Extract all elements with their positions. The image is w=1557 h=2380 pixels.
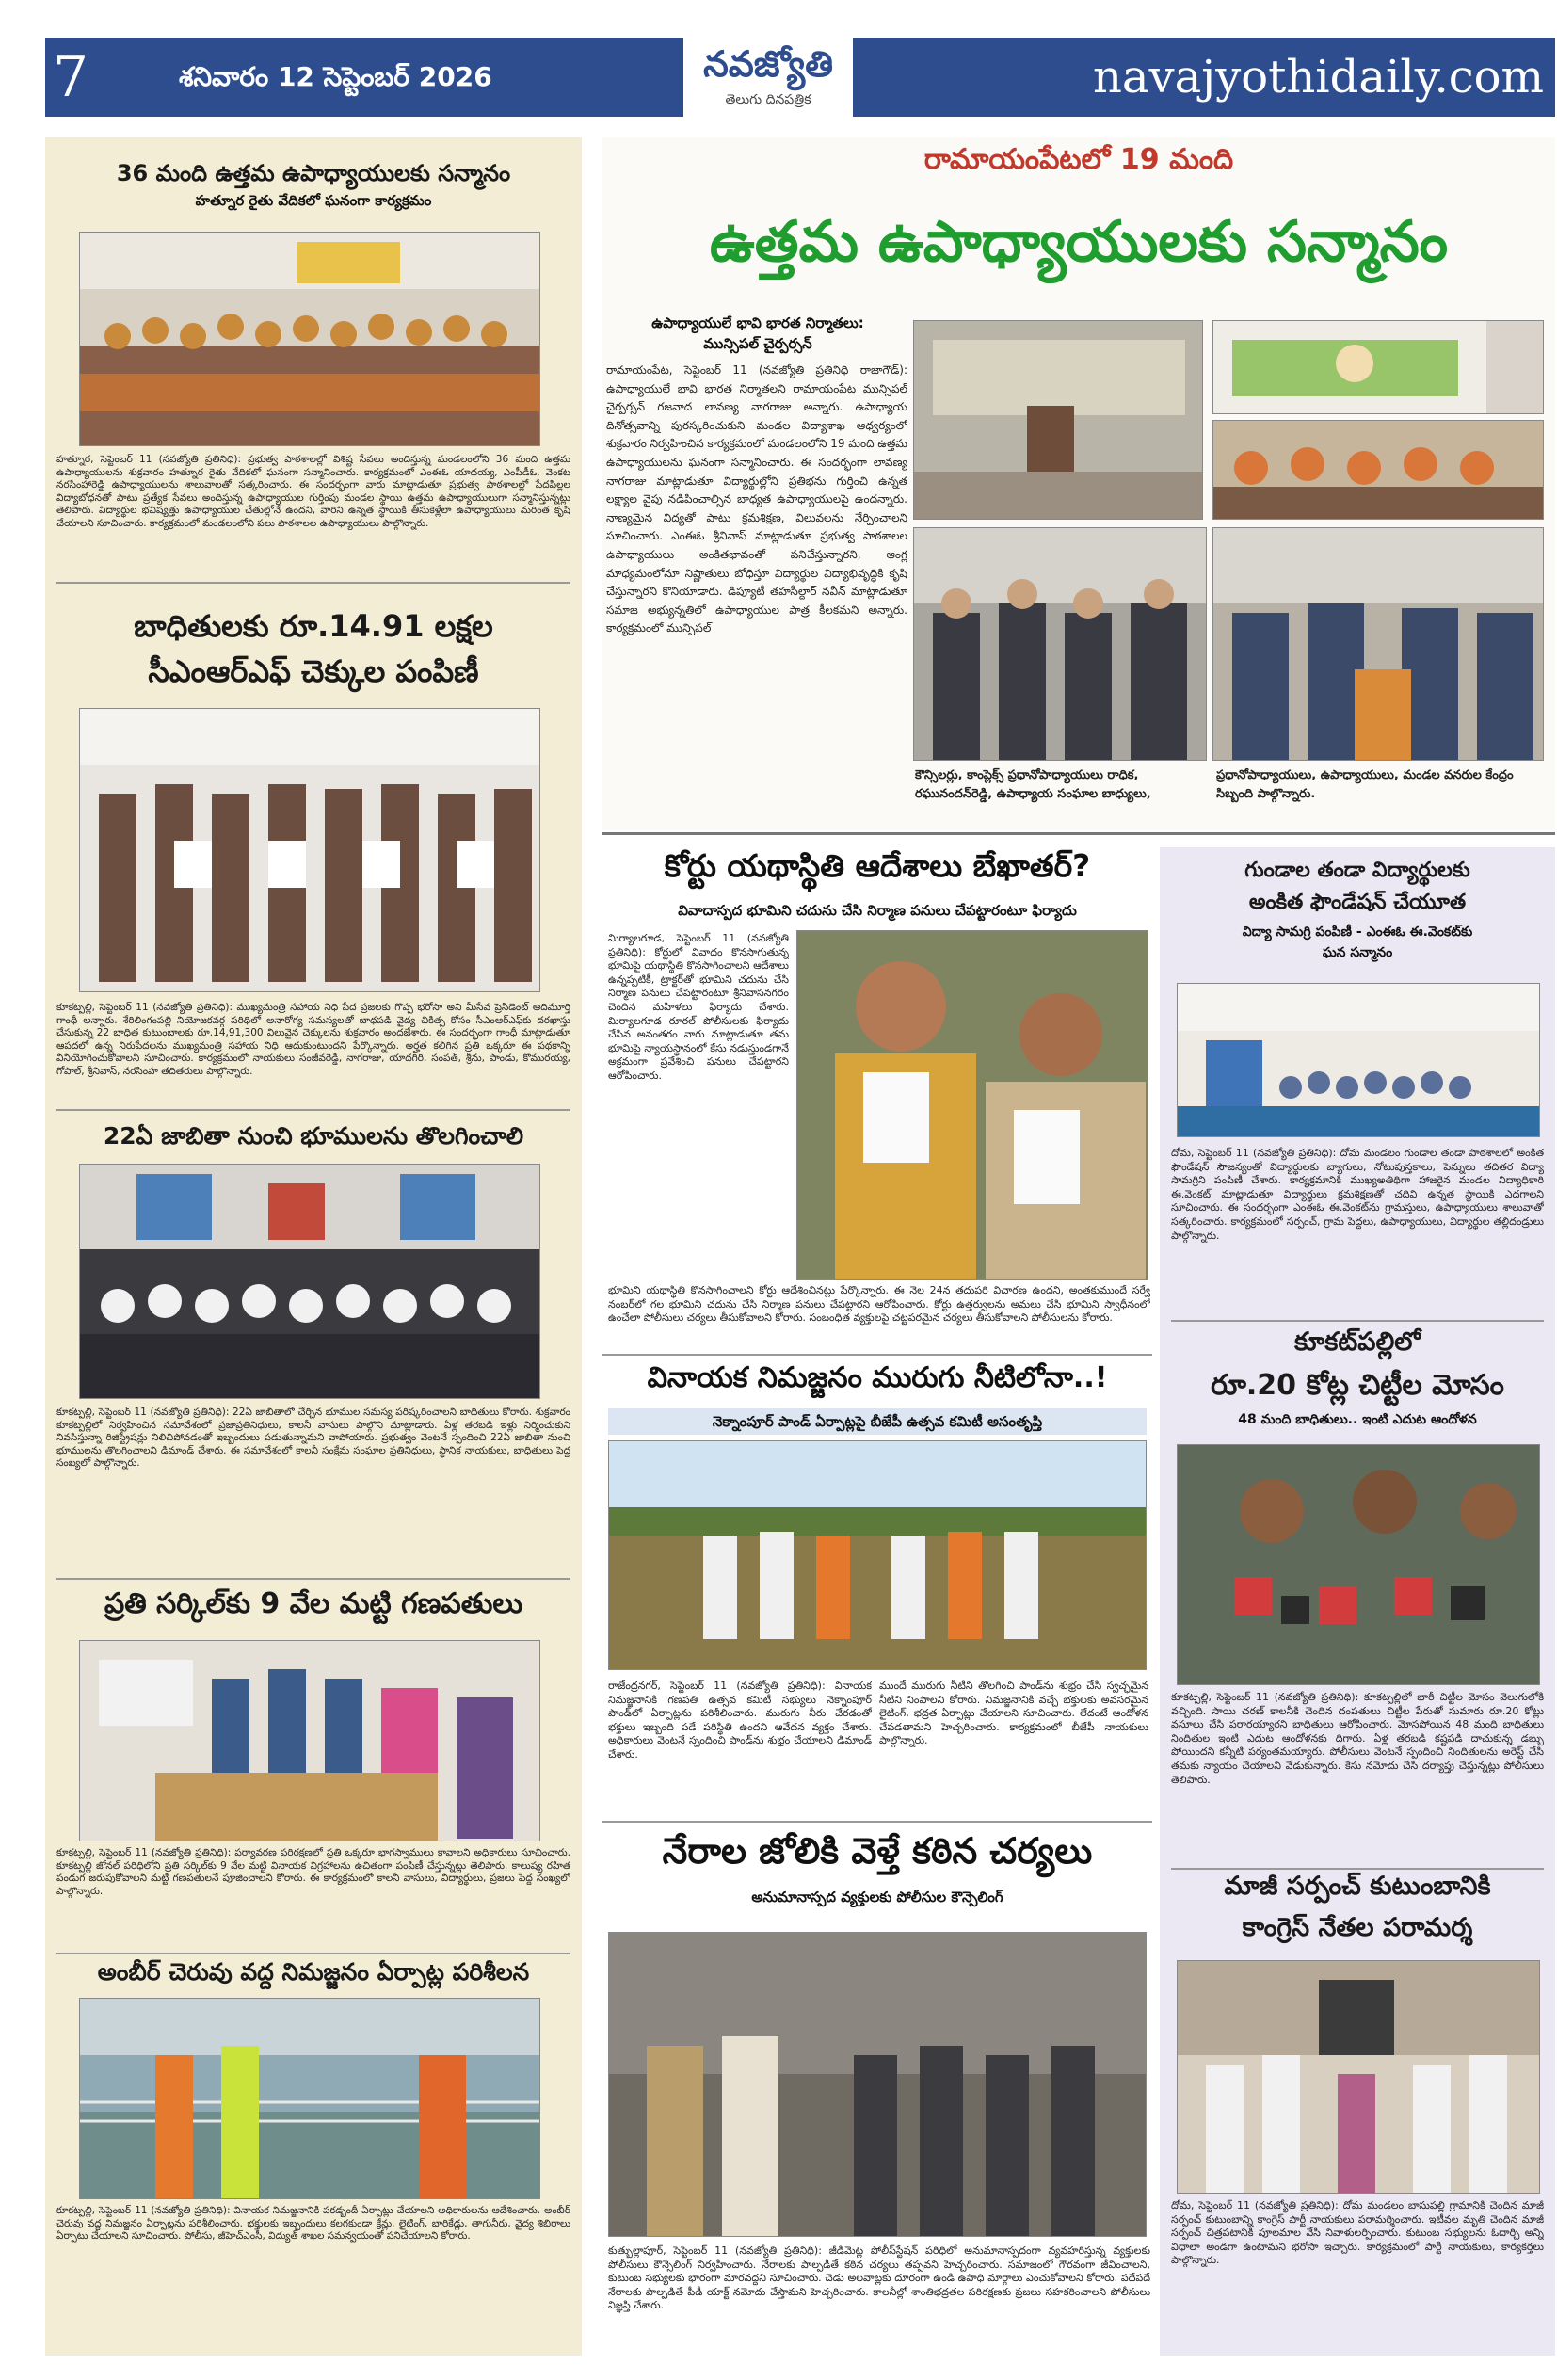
newspaper-logo xyxy=(683,38,853,117)
news-photo-officials xyxy=(913,527,1207,761)
story-title: బాధితులకు రూ.14.91 లక్షల xyxy=(134,608,493,644)
story-title: ప్రతి సర్కిల్‌కు 9 వేల మట్టి గణపతులు xyxy=(104,1587,523,1620)
news-photo-condolence-visit xyxy=(1177,1960,1540,2194)
story-subtitle: 48 మంది బాధితులు.. ఇంటి ఎదుట ఆందోళన xyxy=(1238,1412,1477,1427)
divider xyxy=(56,1578,570,1580)
news-photo-teacher-shawl xyxy=(1212,527,1544,761)
news-photo-stage xyxy=(913,320,1203,520)
news-photo-pond-inspection xyxy=(608,1440,1147,1670)
divider xyxy=(56,1109,570,1111)
divider xyxy=(1171,1868,1544,1870)
news-photo-lake-inspection xyxy=(79,1998,540,2199)
news-photo-meeting-hall xyxy=(79,1164,540,1399)
story-title: గుండాల తండా విద్యార్థులకు xyxy=(1244,859,1470,882)
story-body: హత్నూర, సెప్టెంబర్ 11 (నవజ్యోతి ప్రతినిధి): ప్రభుత్వ పాఠశాలల్లో విశిష్ట సేవలు అందిస్తున్న మండలంలోని 36 మంది ఉత్తమ ఉపాధ్యాయులను శుక్రవారం హత్నూర రైతు వేదికలో ఘనంగా సన్మానించారు. కార్యక్రమంలో ఎంఈఓ యాదయ్య, ఎంపీడీఓ, వెంకట నరసింహారెడ్డి ఉపాధ్యాయులను శాలువాలతో సత్కరించారు. ఈ సందర్భంగా వారు మాట్లాడుతూ ప్రభుత్వ పాఠశాలల్లో పేదపిల్లల విద్యాబోధనతో పాటు ప్రత్యేక సేవలు అందిస్తున్న ఉపాధ్యాయుల గుర్తింపు మండల స్థాయి ఉత్తమ ఉపాధ్యాయులుగా సన్మానిస్తున్నట్లు తెలిపారు. విద్యార్థుల భవిష్యత్తు ఉపాధ్యాయుల చేతుల్లోనే ఉందని, వారిని ఉన్నత స్థాయికి తీసుకెళ్లేలా ఉపాధ్యాయులు మరింత కృషి చేయాలని సూచించారు. కార్యక్రమంలో మండలంలోని పలు పాఠశాలల ఉపాధ్యాయులు పాల్గొన్నారు. xyxy=(56,454,570,529)
story-title: కోర్టు యథాస్థితి ఆదేశాలు బేఖాతర్? xyxy=(664,847,1091,884)
story-body: ముందే మురుగు నీటిని తొలగించి పాండ్‌ను శుభ్రం చేసి స్వచ్ఛమైన నీటిని నింపాలని కోరారు. నిమజ్జనానికి వచ్చే భక్తులకు అవసరమైన లైటింగ్, భద్రత ఏర్పాట్లు చేయాలని సూచించారు. లేదంటే ఆందోళన చేపడతామని హెచ్చరించారు. కార్యక్రమంలో బీజేపీ నాయకులు పాల్గొన్నారు. xyxy=(879,1680,1148,1747)
lead-headline: ఉత్తమ ఉపాధ్యాయులకు సన్మానం xyxy=(709,209,1449,275)
story-subtitle: నెక్నాంపూర్ పాండ్ ఏర్పాట్లపై బీజేపీ ఉత్సవ కమిటీ అసంతృప్తి xyxy=(608,1408,1147,1435)
divider xyxy=(602,1354,1152,1356)
story-title: అంకిత ఫౌండేషన్ చేయూత xyxy=(1248,891,1467,914)
story-title: అంబీర్ చెరువు వద్ద నిమజ్జనం ఏర్పాట్ల పరిశీలన xyxy=(97,1958,530,1986)
story-body: కూకట్పల్లి, సెప్టెంబర్ 11 (నవజ్యోతి ప్రతినిధి): 22ఏ జాబితాలో చేర్చిన భూముల సమస్య పరిష్కరించాలని బాధితులు కోరారు. శుక్రవారం కూకట్పల్లిలో నిర్వహించిన సమావేశంలో ప్రజాప్రతినిధులు, కాలనీ వాసులు పాల్గొని మాట్లాడారు. ఏళ్ల తరబడి ఇళ్లు నిర్మించుకుని నివసిస్తున్నా రిజిస్ట్రేషన్లు నిలిచిపోవడంతో ఇబ్బందులు పడుతున్నామని వాపోయారు. ప్రభుత్వం వెంటనే స్పందించి 22ఏ జాబితా నుంచి భూములను తొలగించాలని డిమాండ్ చేశారు. ఈ సమావేశంలో కాలనీ సంక్షేమ సంఘాల ప్రతినిధులు, స్థానిక నాయకులు, బాధితులు పెద్ద సంఖ్యలో పాల్గొన్నారు. xyxy=(56,1407,570,1470)
story-body: కూకట్పల్లి, సెప్టెంబర్ 11 (నవజ్యోతి ప్రతినిధి): పర్యావరణ పరిరక్షణలో ప్రతి ఒక్కరూ భాగస్వాములు కావాలని అధికారులు సూచించారు. కూకట్పల్లి జోనల్ పరిధిలోని ప్రతి సర్కిల్‌కు 9 వేల మట్టి వినాయక విగ్రహాలను ఉచితంగా పంపిణీ చేస్తున్నట్లు తెలిపారు. కాలుష్య రహిత పండుగ జరుపుకోవాలని మట్టి గణపతులనే పూజించాలని కోరారు. ఈ కార్యక్రమంలో కాలనీ వాసులు, విద్యార్థులు, ప్రజలు పెద్ద సంఖ్యలో పాల్గొన్నారు. xyxy=(56,1847,570,1897)
story-body: కూకట్పల్లి, సెప్టెంబర్ 11 (నవజ్యోతి ప్రతినిధి): కూకట్పల్లిలో భారీ చిట్టీల మోసం వెలుగులోకి వచ్చింది. సాయి చరణ్ కాలనీకి చెందిన దంపతులు చిట్టీల పేరుతో సుమారు రూ.20 కోట్లు వసూలు చేసి పరారయ్యారని బాధితులు ఆరోపించారు. మోసపోయిన 48 మంది బాధితులు నిందితుల ఇంటి ఎదుట ఆందోళనకు దిగారు. ఏళ్ల తరబడి కష్టపడి దాచుకున్న డబ్బు పోయిందని కన్నీటి పర్యంతమయ్యారు. పోలీసులు వెంటనే స్పందించి నిందితులను అరెస్ట్ చేసి తమకు న్యాయం చేయాలని వేడుకున్నారు. కేసు నమోదు చేసి దర్యాప్తు చేస్తున్నట్లు పోలీసులు తెలిపారు. xyxy=(1171,1691,1544,1786)
photo-caption: ప్రధానోపాధ్యాయులు, ఉపాధ్యాయులు, మండల వనరుల కేంద్రం సిబ్బంది పాల్గొన్నారు. xyxy=(1216,768,1514,801)
story-body: దోమ, సెప్టెంబర్ 11 (నవజ్యోతి ప్రతినిధి): దోమ మండలం గుండాల తండా పాఠశాలలో అంకిత ఫౌండేషన్ సౌజన్యంతో విద్యార్థులకు బ్యాగులు, నోటుపుస్తకాలు, పెన్నులు తదితర విద్యా సామగ్రిని పంపిణీ చేశారు. కార్యక్రమానికి ముఖ్యఅతిథిగా హాజరైన మండల విద్యాధికారి ఈ.వెంకట్ మాట్లాడుతూ విద్యార్థులు క్రమశిక్షణతో చదివి ఉన్నత స్థాయికి ఎదగాలని సూచించారు. ఈ సందర్భంగా ఎంఈఓ ఈ.వెంకట్‌ను గ్రామస్తులు, ఉపాధ్యాయులు శాలువాతో సత్కరించారు. కార్యక్రమంలో సర్పంచ్, గ్రామ పెద్దలు, ఉపాధ్యాయులు, విద్యార్థుల తల్లిదండ్రులు పాల్గొన్నారు. xyxy=(1171,1147,1544,1242)
story-body: రాజేంద్రనగర్, సెప్టెంబర్ 11 (నవజ్యోతి ప్రతినిధి): వినాయక నిమజ్జనానికి గణపతి ఉత్సవ కమిటీ సభ్యులు నెక్నాంపూర్ పాండ్‌లో ఏర్పాట్లను పరిశీలించారు. మురుగు నీరు చేరడంతో భక్తులు ఇబ్బంది పడే పరిస్థితి ఉందని ఆవేదన వ్యక్తం చేశారు. అధికారులు వెంటనే స్పందించి పాండ్‌ను శుభ్రం చేయాలని డిమాండ్ చేశారు. xyxy=(608,1680,872,1761)
news-photo-banner xyxy=(1212,320,1544,414)
story-title: కాంగ్రెస్ నేతల పరామర్శ xyxy=(1242,1913,1473,1942)
page-number: 7 xyxy=(53,44,89,110)
news-photo-school-students xyxy=(1177,983,1540,1137)
story-title: రూ.20 కోట్ల చిట్టీల మోసం xyxy=(1211,1369,1504,1402)
story-subtitle: హత్నూర రైతు వేదికలో ఘనంగా కార్యక్రమం xyxy=(195,192,432,209)
logo-title: నవజ్యోతి xyxy=(703,43,833,85)
news-photo-teachers-group xyxy=(79,232,540,446)
story-body: దోమ, సెప్టెంబర్ 11 (నవజ్యోతి ప్రతినిధి): దోమ మండలం బాసుపల్లి గ్రామానికి చెందిన మాజీ సర్పంచ్ కుటుంబాన్ని కాంగ్రెస్ పార్టీ నాయకులు పరామర్శించారు. ఇటీవల మృతి చెందిన మాజీ సర్పంచ్ చిత్రపటానికి పూలమాల వేసి నివాళులర్పించారు. కుటుంబ సభ్యులను ఓదార్చి అన్ని విధాలా అండగా ఉంటామని భరోసా ఇచ్చారు. కార్యక్రమంలో పార్టీ నాయకులు, కార్యకర్తలు పాల్గొన్నారు. xyxy=(1171,2199,1544,2267)
story-subtitle: అనుమానాస్పద వ్యక్తులకు పోలీసుల కౌన్సెలింగ్ xyxy=(751,1889,1003,1906)
news-photo-cheque-distribution xyxy=(79,708,540,992)
story-body: కుత్బుల్లాపూర్, సెప్టెంబర్ 11 (నవజ్యోతి ప్రతినిధి): జీడిమెట్ల పోలీస్‌స్టేషన్ పరిధిలో అనుమానాస్పదంగా వ్యవహరిస్తున్న వ్యక్తులకు పోలీసులు కౌన్సెలింగ్ నిర్వహించారు. నేరాలకు పాల్పడితే కఠిన చర్యలు తప్పవని హెచ్చరించారు. సమాజంలో గౌరవంగా జీవించాలని, కుటుంబ సభ్యులకు భారంగా మారవద్దని సూచించారు. చెడు అలవాట్లకు దూరంగా ఉండి ఉపాధి మార్గాలు ఎంచుకోవాలని కోరారు. పదేపదే నేరాలకు పాల్పడితే పీడీ యాక్ట్ నమోదు చేస్తామని హెచ్చరించారు. కాలనీల్లో శాంతిభద్రతల పరిరక్షణకు ప్రజలు సహకరించాలని పోలీసులు విజ్ఞప్తి చేశారు. xyxy=(608,2244,1150,2312)
story-title: కూకట్‌పల్లిలో xyxy=(1293,1327,1421,1357)
story-title: నేరాల జోలికి వెళ్తే కఠిన చర్యలు xyxy=(662,1830,1093,1872)
story-body: కూకట్పల్లి, సెప్టెంబర్ 11 (నవజ్యోతి ప్రతినిధి): వినాయక నిమజ్జనానికి పకడ్బందీ ఏర్పాట్లు చేయాలని అధికారులను ఆదేశించారు. అంబీర్ చెరువు వద్ద నిమజ్జనం ఏర్పాట్లను పరిశీలించారు. భక్తులకు ఇబ్బందులు కలగకుండా క్రేన్లు, లైటింగ్, బారికేడ్లు, తాగునీరు, వైద్య శిబిరాలు ఏర్పాటు చేయాలని సూచించారు. పోలీసు, జీహెచ్ఎంసీ, విద్యుత్ శాఖల సమన్వయంతో పనిచేయాలని కోరారు. xyxy=(56,2205,570,2243)
news-photo-clay-ganesha xyxy=(79,1640,540,1841)
story-title: 22ఏ జాబితా నుంచి భూములను తొలగించాలి xyxy=(103,1122,524,1150)
story-kicker: రామాయంపేటలో 19 మంది xyxy=(923,143,1234,176)
lead-body: రామాయంపేట, సెప్టెంబర్ 11 (నవజ్యోతి ప్రతినిధి రాజాగౌడ్): ఉపాధ్యాయులే భావి భారత నిర్మాతలని రామాయంపేట మున్సిపల్ చైర్పర్సన్ గజవాద లావణ్య నాగరాజు అన్నారు. ఉపాధ్యాయ దినోత్సవాన్ని పురస్కరించుకుని మండల విద్యాశాఖ ఆధ్వర్యంలో శుక్రవారం నిర్వహించిన కార్యక్రమంలో మండలంలోని 19 మంది ఉత్తమ ఉపాధ్యాయులను ఘనంగా సన్మానించారు. ఈ సందర్భంగా లావణ్య నాగరాజు మాట్లాడుతూ విద్యార్థుల్లోని ప్రతిభను గుర్తించి ఉన్నత లక్ష్యాల వైపు నడిపించాల్సిన బాధ్యత ఉపాధ్యాయులపై ఉందన్నారు. నాణ్యమైన విద్యతో పాటు క్రమశిక్షణ, విలువలను నేర్పించాలని సూచించారు. ఎంఈఓ శ్రీనివాస్ మాట్లాడుతూ ప్రభుత్వ పాఠశాలల ఉపాధ్యాయులు అంకితభావంతో పనిచేస్తున్నారని, ఆంగ్ల మాధ్యమంలోనూ నిష్ణాతులు బోధిస్తూ విద్యార్థుల విద్యాభివృద్ధికి కృషి చేస్తున్నారని కొనియాడారు. డిప్యూటీ తహసీల్దార్ నవీన్ మాట్లాడుతూ సమాజ అభ్యున్నతిలో ఉపాధ్యాయుల పాత్ర కీలకమని అన్నారు. కార్యక్రమంలో మున్సిపల్ xyxy=(606,363,907,635)
story-body: భూమిని యథాస్థితి కొనసాగించాలని కోర్టు ఆదేశించినట్లు పేర్కొన్నారు. ఈ నెల 24న తదుపరి విచారణ ఉందని, అంతకుముందే సర్వే నంబర్‌లో గల భూమిని చదును చేసి నిర్మాణ పనులు చేపట్టారని ఆరోపించారు. కోర్టు ఉత్తర్వులను అమలు చేసి భూమిని స్వాధీనంలో ఉంచేలా పోలీసులు చర్యలు తీసుకోవాలని కోరారు. సంబంధిత వ్యక్తులపై చట్టపరమైన చర్యలు తీసుకోవాలని పోలీసులను కోరారు. xyxy=(608,1284,1150,1325)
edition-date: శనివారం 12 సెప్టెంబర్ 2026 xyxy=(179,61,492,92)
story-title: 36 మంది ఉత్తమ ఉపాధ్యాయులకు సన్మానం xyxy=(116,160,511,186)
lead-subhead: మున్సిపల్ చైర్పర్సన్ xyxy=(703,335,812,352)
story-body: మిర్యాలగూడ, సెప్టెంబర్ 11 (నవజ్యోతి ప్రతినిధి): కోర్టులో వివాదం కొనసాగుతున్న భూమిపై యథాస్థితి కొనసాగించాలని ఆదేశాలు ఉన్నప్పటికీ, ట్రాక్టర్‌తో భూమిని చదును చేసి నిర్మాణ పనులు చేపట్టారంటూ శ్రీనివాసనగరం చెందిన మహిళలు ఫిర్యాదు చేశారు. మిర్యాలగూడ రూరల్ పోలీసులకు ఫిర్యాదు చేసిన అనంతరం వారు మాట్లాడుతూ తమ భూమిపై న్యాయస్థానంలో కేసు నడుస్తుండగానే అక్రమంగా ప్రవేశించి పనులు చేపట్టారని ఆరోపించారు. xyxy=(608,932,789,1082)
divider xyxy=(602,832,1555,835)
news-photo-complainants xyxy=(796,930,1148,1280)
lead-subhead: ఉపాధ్యాయులే భావి భారత నిర్మాతలు: xyxy=(651,314,864,331)
logo-subtitle: తెలుగు దినపత్రిక xyxy=(725,92,811,107)
story-title: వినాయక నిమజ్జనం మురుగు నీటిలోనా..! xyxy=(647,1361,1108,1394)
photo-caption: కౌన్సిలర్లు, కాంప్లెక్స్ ప్రధానోపాధ్యాయులు రాధిక, రఘునందన్‌రెడ్డి, ఉపాధ్యాయ సంఘాల బాధ్యులు, xyxy=(915,768,1151,801)
website-url: navajyothidaily.com xyxy=(1092,51,1544,104)
story-body: కూకట్పల్లి, సెప్టెంబర్ 11 (నవజ్యోతి ప్రతినిధి): ముఖ్యమంత్రి సహాయ నిధి పేద ప్రజలకు గొప్ప భరోసా అని మీసేవ ప్రెసిడెంట్ ఆదిమూర్తి గాంధీ అన్నారు. శేరిలింగంపల్లి నియోజకవర్గ పరిధిలో అనారోగ్య సమస్యలతో బాధపడి వైద్య చికిత్స కోసం సీఎంఆర్ఎఫ్‌కు దరఖాస్తు చేసుకున్న 22 బాధిత కుటుంబాలకు రూ.14,91,300 విలువైన చెక్కులను శుక్రవారం అందజేశారు. ఈ సందర్భంగా గాంధీ మాట్లాడుతూ ఆపదలో ఉన్న నిరుపేదలను ముఖ్యమంత్రి సహాయ నిధి ఆదుకుంటుందని పేర్కొన్నారు. అర్హత కలిగిన ప్రతి ఒక్కరూ ఈ పథకాన్ని వినియోగించుకోవాలని సూచించారు. కార్యక్రమంలో నాయకులు సంజీవరెడ్డి, నాగరాజు, యాదగిరి, సంపత్, శ్రీను, పాండు, కొమురయ్య, గోపాల్, శ్రీనివాస్, నరసింహ తదితరులు పాల్గొన్నారు. xyxy=(56,1002,570,1077)
news-photo-police-counselling xyxy=(608,1932,1147,2237)
story-title: మాజీ సర్పంచ్ కుటుంబానికి xyxy=(1224,1872,1491,1901)
story-title: సీఎంఆర్ఎఫ్ చెక్కుల పంపిణీ xyxy=(148,653,479,689)
story-subtitle: వివాదాస్పద భూమిని చదును చేసి నిర్మాణ పనులు చేపట్టారంటూ ఫిర్యాదు xyxy=(678,902,1077,919)
story-subtitle: విద్యా సామగ్రి పంపిణీ - ఎంఈఓ ఈ.వెంకట్‌కు xyxy=(1242,925,1473,940)
divider xyxy=(602,1821,1152,1823)
news-photo-felicitation xyxy=(1212,420,1544,520)
divider xyxy=(56,1953,570,1954)
story-subtitle: ఘన సన్మానం xyxy=(1322,945,1393,960)
news-photo-victims-media xyxy=(1177,1444,1540,1685)
divider xyxy=(56,582,570,584)
divider xyxy=(1171,1320,1544,1322)
